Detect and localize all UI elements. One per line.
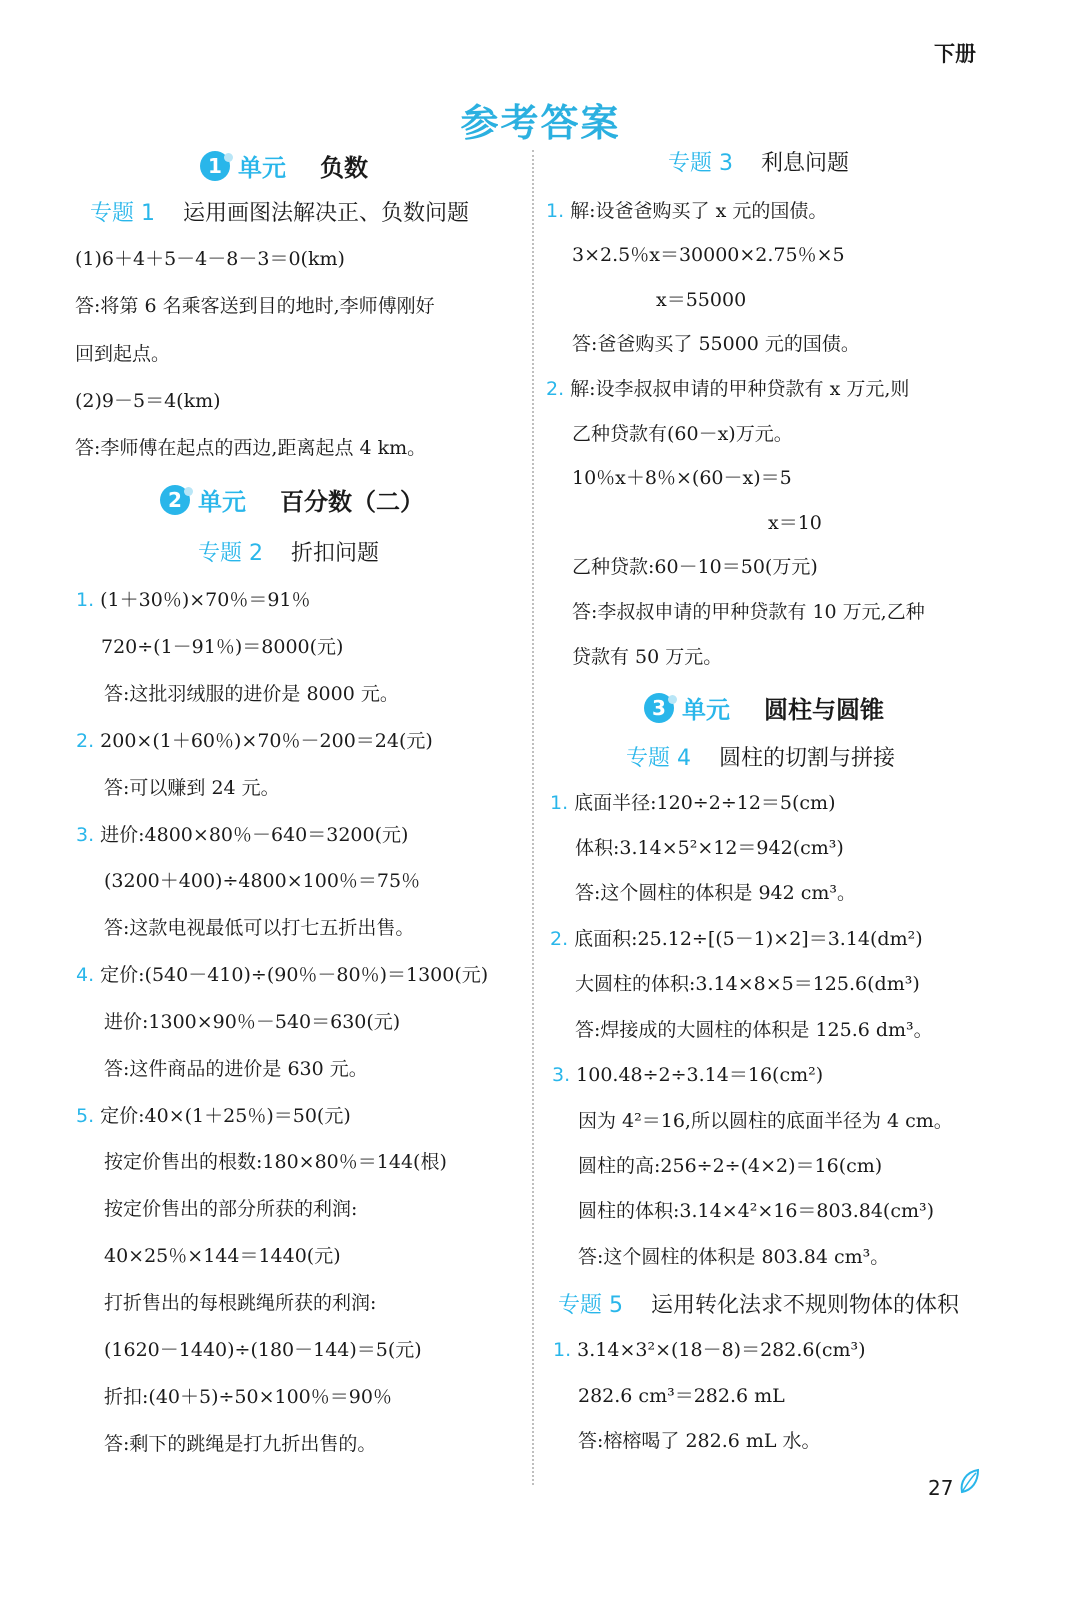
question-number: 2. — [76, 730, 95, 752]
answer-line — [76, 820, 408, 847]
answer-line: (1)6＋4＋5－4－8－3＝0(km) — [75, 248, 345, 270]
answer-line: 折扣:(40＋5)÷50×100％＝90％ — [104, 1386, 392, 1408]
question-number: 4. — [76, 964, 95, 986]
topic-name: 运用转化法求不规则物体的体积 — [651, 1293, 960, 1318]
answer-line — [76, 585, 311, 612]
unit-header-3 — [644, 690, 884, 725]
question-number: 1. — [76, 589, 95, 611]
answer-line: 因为 4²＝16,所以圆柱的底面半径为 4 cm。 — [578, 1110, 953, 1132]
page-title: 参考答案 — [460, 101, 621, 145]
answer-text: (1＋30％)×70％＝91％ — [100, 589, 311, 611]
answer-line: 答:这个圆柱的体积是 942 cm³。 — [575, 882, 857, 904]
topic-header-1 — [90, 196, 469, 227]
answer-text: 解:设李叔叔申请的甲种贷款有 x 万元,则 — [570, 378, 910, 400]
leaf-icon — [958, 1468, 980, 1498]
answer-line: 答:爸爸购买了 55000 元的国债。 — [572, 333, 860, 355]
unit-name: 百分数（二） — [280, 488, 424, 516]
topic-name: 圆柱的切割与拼接 — [719, 746, 896, 771]
question-number: 1. — [546, 200, 565, 222]
question-number: 1. — [550, 792, 569, 814]
topic-header-3 — [668, 146, 849, 177]
answer-line: 答:李叔叔申请的甲种贷款有 10 万元,乙种 — [572, 601, 925, 623]
question-number: 2. — [550, 928, 569, 950]
topic-name: 运用画图法解决正、负数问题 — [183, 201, 470, 226]
answer-line: 乙种贷款:60－10＝50(万元) — [572, 556, 818, 578]
topic-label: 专题 5 — [558, 1293, 623, 1318]
unit-number-badge: 2 — [160, 485, 190, 515]
answer-line — [546, 196, 827, 223]
answer-line: 贷款有 50 万元。 — [572, 646, 723, 668]
answer-line: 答:这批羽绒服的进价是 8000 元。 — [104, 683, 399, 705]
answer-line: 282.6 cm³＝282.6 mL — [578, 1385, 785, 1407]
unit-number-badge: 3 — [644, 693, 674, 723]
answer-line: x＝55000 — [656, 289, 747, 311]
unit-name: 负数 — [320, 154, 368, 182]
answer-line — [550, 924, 923, 951]
answer-line — [550, 788, 835, 815]
topic-header-4 — [626, 741, 895, 772]
answer-text: 定价:(540－410)÷(90％－80％)＝1300(元) — [100, 964, 489, 986]
topic-label: 专题 3 — [668, 151, 733, 176]
unit-word: 单元 — [238, 154, 286, 182]
answer-line: 答:李师傅在起点的西边,距离起点 4 km。 — [75, 437, 427, 459]
answer-line: 体积:3.14×5²×12＝942(cm³) — [575, 837, 844, 859]
answer-line: (1620－1440)÷(180－144)＝5(元) — [104, 1339, 422, 1361]
answer-text: 底面半径:120÷2÷12＝5(cm) — [574, 792, 836, 814]
unit-number-badge: 1 — [200, 151, 230, 181]
answer-line: 按定价售出的部分所获的利润: — [104, 1198, 358, 1220]
answer-line: x＝10 — [768, 512, 822, 534]
answer-line: 乙种贷款有(60－x)万元。 — [572, 423, 793, 445]
answer-line: 答:焊接成的大圆柱的体积是 125.6 dm³。 — [575, 1019, 933, 1041]
answer-text: 200×(1＋60％)×70％－200＝24(元) — [100, 730, 433, 752]
answer-line: 答:可以赚到 24 元。 — [104, 777, 280, 799]
answer-line: 10％x＋8％×(60－x)＝5 — [572, 467, 792, 489]
answer-line: 答:剩下的跳绳是打九折出售的。 — [104, 1433, 377, 1455]
answer-line: 按定价售出的根数:180×80％＝144(根) — [104, 1151, 447, 1173]
answer-line — [552, 1060, 823, 1087]
answer-line: 回到起点。 — [75, 343, 171, 365]
answer-line — [76, 960, 488, 987]
answer-line: 答:将第 6 名乘客送到目的地时,李师傅刚好 — [75, 295, 435, 317]
answer-text: 定价:40×(1＋25％)＝50(元) — [100, 1105, 351, 1127]
answer-line: 大圆柱的体积:3.14×8×5＝125.6(dm³) — [575, 973, 920, 995]
answer-line — [76, 726, 433, 753]
answer-line: 答:这款电视最低可以打七五折出售。 — [104, 917, 415, 939]
answer-line: 圆柱的高:256÷2÷(4×2)＝16(cm) — [578, 1155, 883, 1177]
topic-label: 专题 2 — [198, 541, 263, 566]
answer-line: 进价:1300×90％－540＝630(元) — [104, 1011, 401, 1033]
answer-line: 答:榕榕喝了 282.6 mL 水。 — [578, 1430, 821, 1452]
answer-line: (3200＋400)÷4800×100％＝75％ — [104, 870, 421, 892]
column-divider — [532, 150, 534, 1485]
answer-line — [76, 1101, 351, 1128]
page-number: 27 — [928, 1476, 954, 1500]
topic-header-2 — [198, 536, 379, 567]
answer-line: 40×25％×144＝1440(元) — [104, 1245, 341, 1267]
answer-line: 720÷(1－91％)＝8000(元) — [101, 636, 344, 658]
volume-label: 下册 — [934, 42, 976, 66]
question-number: 3. — [552, 1064, 571, 1086]
answer-text: 进价:4800×80％－640＝3200(元) — [100, 824, 409, 846]
topic-name: 利息问题 — [761, 151, 850, 176]
answer-text: 3.14×3²×(18－8)＝282.6(cm³) — [577, 1339, 866, 1361]
question-number: 3. — [76, 824, 95, 846]
answer-line: 圆柱的体积:3.14×4²×16＝803.84(cm³) — [578, 1200, 935, 1222]
answer-line: (2)9－5＝4(km) — [75, 390, 221, 412]
unit-word: 单元 — [682, 696, 730, 724]
topic-name: 折扣问题 — [291, 541, 380, 566]
unit-header-2 — [160, 482, 424, 517]
question-number: 1. — [553, 1339, 572, 1361]
topic-label: 专题 1 — [90, 201, 155, 226]
unit-name: 圆柱与圆锥 — [764, 696, 884, 724]
topic-label: 专题 4 — [626, 746, 691, 771]
question-number: 2. — [546, 378, 565, 400]
question-number: 5. — [76, 1105, 95, 1127]
answer-line: 答:这件商品的进价是 630 元。 — [104, 1058, 368, 1080]
answer-line: 3×2.5％x＝30000×2.75％×5 — [572, 244, 845, 266]
unit-word: 单元 — [198, 488, 246, 516]
answer-line: 答:这个圆柱的体积是 803.84 cm³。 — [578, 1246, 890, 1268]
answer-text: 100.48÷2÷3.14＝16(cm²) — [576, 1064, 824, 1086]
answer-line: 打折售出的每根跳绳所获的利润: — [104, 1292, 377, 1314]
answer-line — [546, 374, 909, 401]
unit-header-1 — [200, 148, 368, 183]
topic-header-5 — [558, 1288, 959, 1319]
answer-text: 解:设爸爸购买了 x 元的国债。 — [570, 200, 828, 222]
answer-text: 底面积:25.12÷[(5－1)×2]＝3.14(dm²) — [574, 928, 923, 950]
answer-line — [553, 1335, 866, 1362]
